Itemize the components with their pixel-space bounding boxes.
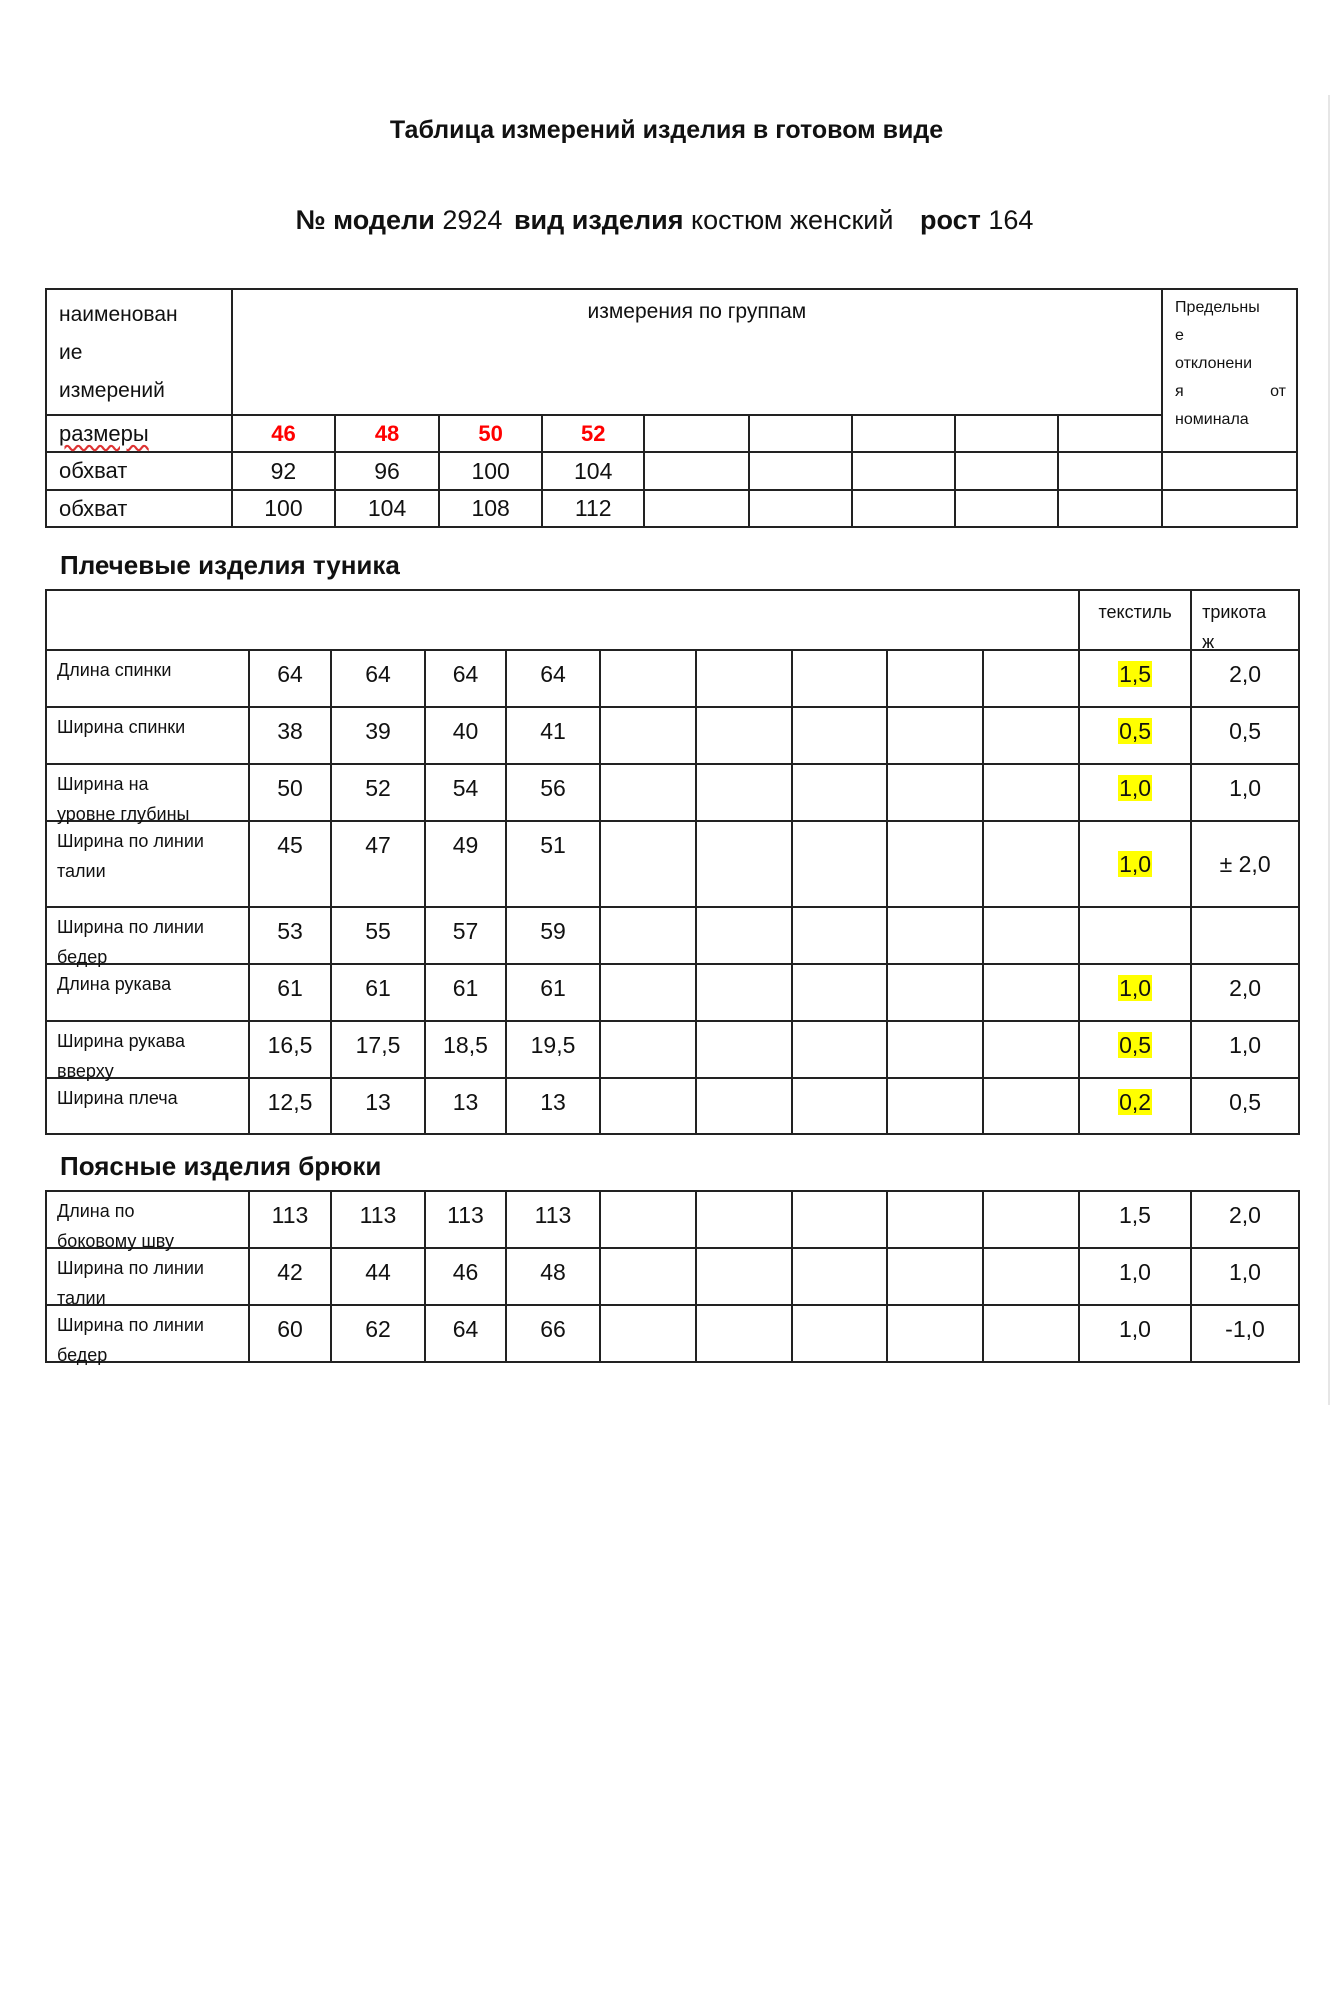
empty-cell — [792, 964, 887, 1021]
measurement-label-line: Ширина на — [57, 774, 149, 794]
empty-cell — [983, 907, 1079, 964]
measurement-label — [46, 1191, 249, 1251]
deviation-header-line: е — [1175, 327, 1184, 344]
measurement-label — [46, 907, 249, 967]
empty-cell — [887, 1078, 983, 1134]
empty-cell — [792, 821, 887, 907]
empty-cell — [600, 964, 696, 1021]
empty-cell — [749, 415, 853, 452]
empty-cell — [983, 1305, 1079, 1362]
girth-cell: 96 — [335, 452, 439, 490]
empty-cell — [696, 1078, 792, 1134]
measurement-label-line: Длина спинки — [57, 660, 172, 680]
measurement-row — [46, 964, 1299, 1021]
empty-cell — [644, 490, 749, 527]
empty-cell — [983, 821, 1079, 907]
groups-header: измерения по группам — [232, 289, 1162, 415]
measurement-value: 64 — [506, 650, 600, 707]
empty-cell — [696, 1305, 792, 1362]
empty-cell — [1162, 452, 1297, 490]
measurement-value: 51 — [506, 821, 600, 907]
knit-value: -1,0 — [1225, 1316, 1265, 1342]
measurement-value: 62 — [331, 1305, 425, 1362]
textile-tolerance — [1079, 1191, 1191, 1248]
measurement-value: 12,5 — [249, 1078, 331, 1134]
empty-cell — [792, 650, 887, 707]
kind-label: вид изделия — [513, 205, 684, 235]
empty-cell — [983, 964, 1079, 1021]
trousers-rows — [46, 1191, 1299, 1365]
empty-cell — [600, 907, 696, 964]
measurement-label-line: бедер — [57, 947, 108, 967]
measurement-label-line: вверху — [57, 1061, 114, 1081]
measurement-label-line: Длина по — [57, 1201, 135, 1221]
knit-value: 2,0 — [1229, 661, 1262, 687]
measurement-label — [46, 1305, 249, 1365]
knit-tolerance — [1191, 707, 1299, 764]
empty-cell — [600, 1021, 696, 1078]
textile-tolerance — [1079, 907, 1191, 964]
textile-value: 0,5 — [1119, 718, 1152, 744]
trousers-table — [45, 1190, 1300, 1363]
knit-value: 0,5 — [1229, 718, 1262, 744]
measurement-value: 61 — [506, 964, 600, 1021]
textile-tolerance — [1079, 964, 1191, 1021]
empty-cell — [887, 707, 983, 764]
measurement-value: 66 — [506, 1305, 600, 1362]
empty-cell — [600, 1078, 696, 1134]
empty-cell — [792, 707, 887, 764]
empty-cell — [696, 764, 792, 821]
empty-cell — [983, 707, 1079, 764]
measurement-value: 64 — [425, 650, 506, 707]
measurement-label — [46, 964, 249, 1021]
model-label: № модели — [295, 205, 435, 235]
empty-cell — [1058, 415, 1162, 452]
girth-cell: 112 — [542, 490, 643, 527]
empty-cell — [887, 764, 983, 821]
girth-cell: 100 — [232, 490, 336, 527]
measurement-value: 113 — [249, 1191, 331, 1248]
measurement-value: 55 — [331, 907, 425, 964]
measurement-row — [46, 821, 1299, 907]
empty-cell — [600, 650, 696, 707]
knit-value: 1,0 — [1229, 1259, 1261, 1285]
knit-value: 0,5 — [1229, 1089, 1262, 1115]
textile-tolerance — [1079, 707, 1191, 764]
empty-cell — [696, 650, 792, 707]
measurement-value: 38 — [249, 707, 331, 764]
textile-value: 1,0 — [1119, 1259, 1151, 1285]
deviation-header — [1162, 289, 1297, 452]
empty-cell — [983, 1248, 1079, 1305]
knit-tolerance — [1191, 821, 1299, 907]
knit-value: 2,0 — [1229, 1202, 1261, 1228]
empty-cell — [600, 1305, 696, 1362]
textile-tolerance — [1079, 764, 1191, 821]
measurement-label-line: талии — [57, 861, 106, 881]
empty-cell — [983, 1021, 1079, 1078]
measurement-value: 61 — [249, 964, 331, 1021]
empty-cell — [887, 1248, 983, 1305]
knit-tolerance — [1191, 1191, 1299, 1248]
measurement-value: 50 — [249, 764, 331, 821]
measurement-label — [46, 707, 249, 764]
measurement-value: 18,5 — [425, 1021, 506, 1078]
size-cell: 46 — [232, 415, 336, 452]
measurement-value: 16,5 — [249, 1021, 331, 1078]
knit-header-line: трикота — [1202, 602, 1267, 622]
empty-cell — [696, 1248, 792, 1305]
empty-cell — [600, 1191, 696, 1248]
measurement-value: 41 — [506, 707, 600, 764]
textile-tolerance — [1079, 1305, 1191, 1362]
empty-cell — [1058, 452, 1162, 490]
measurement-value: 13 — [506, 1078, 600, 1134]
name-header-line: наименован — [59, 303, 178, 326]
measurement-row — [46, 1078, 1299, 1134]
empty-cell — [852, 415, 955, 452]
height-value: 164 — [988, 205, 1034, 235]
measurement-value: 19,5 — [506, 1021, 600, 1078]
measurement-value: 54 — [425, 764, 506, 821]
page-edge-shadow — [1328, 95, 1330, 1405]
measurement-value: 64 — [425, 1305, 506, 1362]
knit-tolerance — [1191, 907, 1299, 964]
textile-value: 1,0 — [1119, 975, 1152, 1001]
empty-cell — [792, 1021, 887, 1078]
girth-cell: 100 — [439, 452, 543, 490]
measurement-label — [46, 821, 249, 907]
measurement-label — [46, 650, 249, 707]
measurement-label-line: Ширина плеча — [57, 1088, 178, 1108]
measurement-row — [46, 764, 1299, 821]
size-groups-table — [45, 288, 1298, 528]
kind-value: костюм женский — [690, 205, 894, 235]
empty-cell — [792, 1191, 887, 1248]
empty-cell — [887, 1305, 983, 1362]
measurement-value: 46 — [425, 1248, 506, 1305]
knit-tolerance — [1191, 1305, 1299, 1362]
measurement-row — [46, 1191, 1299, 1248]
measurement-value: 42 — [249, 1248, 331, 1305]
model-line — [0, 205, 1333, 236]
girth-cell: 104 — [542, 452, 643, 490]
measurement-label — [46, 1078, 249, 1134]
measurement-row — [46, 1021, 1299, 1078]
empty-cell — [955, 490, 1059, 527]
measurement-value: 61 — [425, 964, 506, 1021]
empty-cell — [983, 650, 1079, 707]
measurement-label-line: Ширина по линии — [57, 831, 204, 851]
empty-cell — [852, 452, 955, 490]
empty-cell — [955, 452, 1059, 490]
measurement-value: 17,5 — [331, 1021, 425, 1078]
tunic-heading: Плечевые изделия туника — [60, 550, 400, 580]
empty-cell — [600, 764, 696, 821]
empty-cell — [696, 907, 792, 964]
textile-value: 0,5 — [1119, 1032, 1152, 1058]
textile-value: 1,0 — [1119, 850, 1152, 877]
empty-cell — [600, 821, 696, 907]
measurement-value: 13 — [331, 1078, 425, 1134]
measurement-row — [46, 907, 1299, 964]
measurement-value: 47 — [331, 821, 425, 907]
empty-cell — [887, 1191, 983, 1248]
empty-cell — [983, 764, 1079, 821]
empty-cell — [1162, 490, 1297, 527]
measurement-row — [46, 650, 1299, 707]
name-header-line: измерений — [59, 379, 165, 402]
measurement-value: 57 — [425, 907, 506, 964]
measurement-label-line: боковому шву — [57, 1231, 174, 1251]
empty-cell — [887, 821, 983, 907]
deviation-header-line: номинала — [1175, 411, 1249, 428]
measurement-label-line: талии — [57, 1288, 106, 1308]
empty-cell — [749, 490, 853, 527]
deviation-word: я — [1175, 383, 1184, 400]
measurement-row — [46, 1305, 1299, 1362]
empty-cell — [644, 452, 749, 490]
knit-tolerance — [1191, 764, 1299, 821]
measurement-value: 64 — [331, 650, 425, 707]
measurement-value: 53 — [249, 907, 331, 964]
deviation-header-line: Предельны — [1175, 299, 1260, 316]
measurement-value: 61 — [331, 964, 425, 1021]
empty-cell — [887, 1021, 983, 1078]
trousers-heading: Поясные изделия брюки — [60, 1151, 382, 1181]
empty-cell — [1058, 490, 1162, 527]
measurement-value: 113 — [425, 1191, 506, 1248]
measurement-label-line: Ширина по линии — [57, 1315, 204, 1335]
knit-value: ± 2,0 — [1219, 850, 1271, 877]
empty-cell — [600, 1248, 696, 1305]
empty-cell — [696, 707, 792, 764]
measurement-value: 64 — [249, 650, 331, 707]
document-title: Таблица измерений изделия в готовом виде — [389, 116, 944, 144]
knit-value: 1,0 — [1229, 775, 1262, 801]
textile-value: 1,0 — [1119, 1316, 1151, 1342]
textile-value: 1,5 — [1119, 1202, 1151, 1228]
textile-tolerance — [1079, 1021, 1191, 1078]
measurement-value: 39 — [331, 707, 425, 764]
empty-cell — [955, 415, 1059, 452]
measurement-label-line: бедер — [57, 1345, 108, 1365]
empty-cell — [696, 1021, 792, 1078]
measurement-value: 60 — [249, 1305, 331, 1362]
knit-tolerance — [1191, 1078, 1299, 1134]
knit-header-line: ж — [1202, 632, 1215, 652]
measurement-label-line: Ширина рукава — [57, 1031, 186, 1051]
sizes-label-text: размеры — [59, 420, 149, 446]
empty-cell — [887, 907, 983, 964]
measurement-label-line: Ширина спинки — [57, 717, 186, 737]
textile-value: 0,2 — [1119, 1089, 1152, 1115]
tunic-rows — [46, 650, 1299, 1134]
empty-cell — [792, 1248, 887, 1305]
empty-cell — [887, 650, 983, 707]
tunic-table — [45, 589, 1300, 1135]
girth-label: обхват — [46, 452, 232, 490]
textile-header: текстиль — [1079, 590, 1191, 650]
measurement-value: 113 — [506, 1191, 600, 1248]
measurement-label-line: Ширина по линии — [57, 1258, 204, 1278]
deviation-header-line — [1175, 378, 1292, 406]
measurement-value: 40 — [425, 707, 506, 764]
knit-tolerance — [1191, 1021, 1299, 1078]
knit-header — [1191, 590, 1299, 650]
measurement-value: 113 — [331, 1191, 425, 1248]
model-value: 2924 — [442, 205, 503, 235]
measurement-value: 52 — [331, 764, 425, 821]
girth-cell: 108 — [439, 490, 543, 527]
measurement-label — [46, 764, 249, 824]
empty-cell — [644, 415, 749, 452]
measurement-label-line: Ширина по линии — [57, 917, 204, 937]
measurement-value: 13 — [425, 1078, 506, 1134]
textile-tolerance — [1079, 1078, 1191, 1134]
empty-cell — [792, 1078, 887, 1134]
deviation-header-line: отклонени — [1175, 355, 1253, 372]
measurement-name-header — [46, 289, 232, 415]
empty-cell — [749, 452, 853, 490]
measurement-row — [46, 707, 1299, 764]
size-cell: 48 — [335, 415, 439, 452]
girth-cell: 92 — [232, 452, 336, 490]
textile-tolerance — [1079, 821, 1191, 907]
size-cell: 52 — [542, 415, 643, 452]
empty-cell — [983, 1078, 1079, 1134]
empty-cell — [852, 490, 955, 527]
name-header-line: ие — [59, 341, 83, 364]
measurement-value: 56 — [506, 764, 600, 821]
knit-tolerance — [1191, 650, 1299, 707]
textile-tolerance — [1079, 650, 1191, 707]
empty-cell — [696, 821, 792, 907]
textile-value: 1,5 — [1119, 661, 1152, 687]
measurement-value: 59 — [506, 907, 600, 964]
deviation-word: от — [1270, 383, 1286, 400]
measurement-value: 44 — [331, 1248, 425, 1305]
textile-value: 1,0 — [1119, 775, 1152, 801]
empty-cell — [792, 907, 887, 964]
height-label: рост — [919, 205, 981, 235]
measurement-row — [46, 1248, 1299, 1305]
knit-tolerance — [1191, 1248, 1299, 1305]
knit-value: 1,0 — [1229, 1032, 1262, 1058]
measurement-label — [46, 1248, 249, 1308]
tunic-header-empty — [46, 590, 1079, 650]
measurement-value: 49 — [425, 821, 506, 907]
measurement-value: 45 — [249, 821, 331, 907]
textile-tolerance — [1079, 1248, 1191, 1305]
measurement-value: 48 — [506, 1248, 600, 1305]
girth-cell: 104 — [335, 490, 439, 527]
measurement-label-line: Длина рукава — [57, 974, 172, 994]
empty-cell — [792, 764, 887, 821]
empty-cell — [887, 964, 983, 1021]
measurement-label-line: уровне глубины — [57, 804, 190, 824]
empty-cell — [983, 1191, 1079, 1248]
knit-value: 2,0 — [1229, 975, 1262, 1001]
empty-cell — [600, 707, 696, 764]
knit-tolerance — [1191, 964, 1299, 1021]
sizes-label — [46, 415, 232, 452]
size-cell: 50 — [439, 415, 543, 452]
measurement-label — [46, 1021, 249, 1081]
empty-cell — [696, 1191, 792, 1248]
girth-label: обхват — [46, 490, 232, 527]
empty-cell — [696, 964, 792, 1021]
empty-cell — [792, 1305, 887, 1362]
